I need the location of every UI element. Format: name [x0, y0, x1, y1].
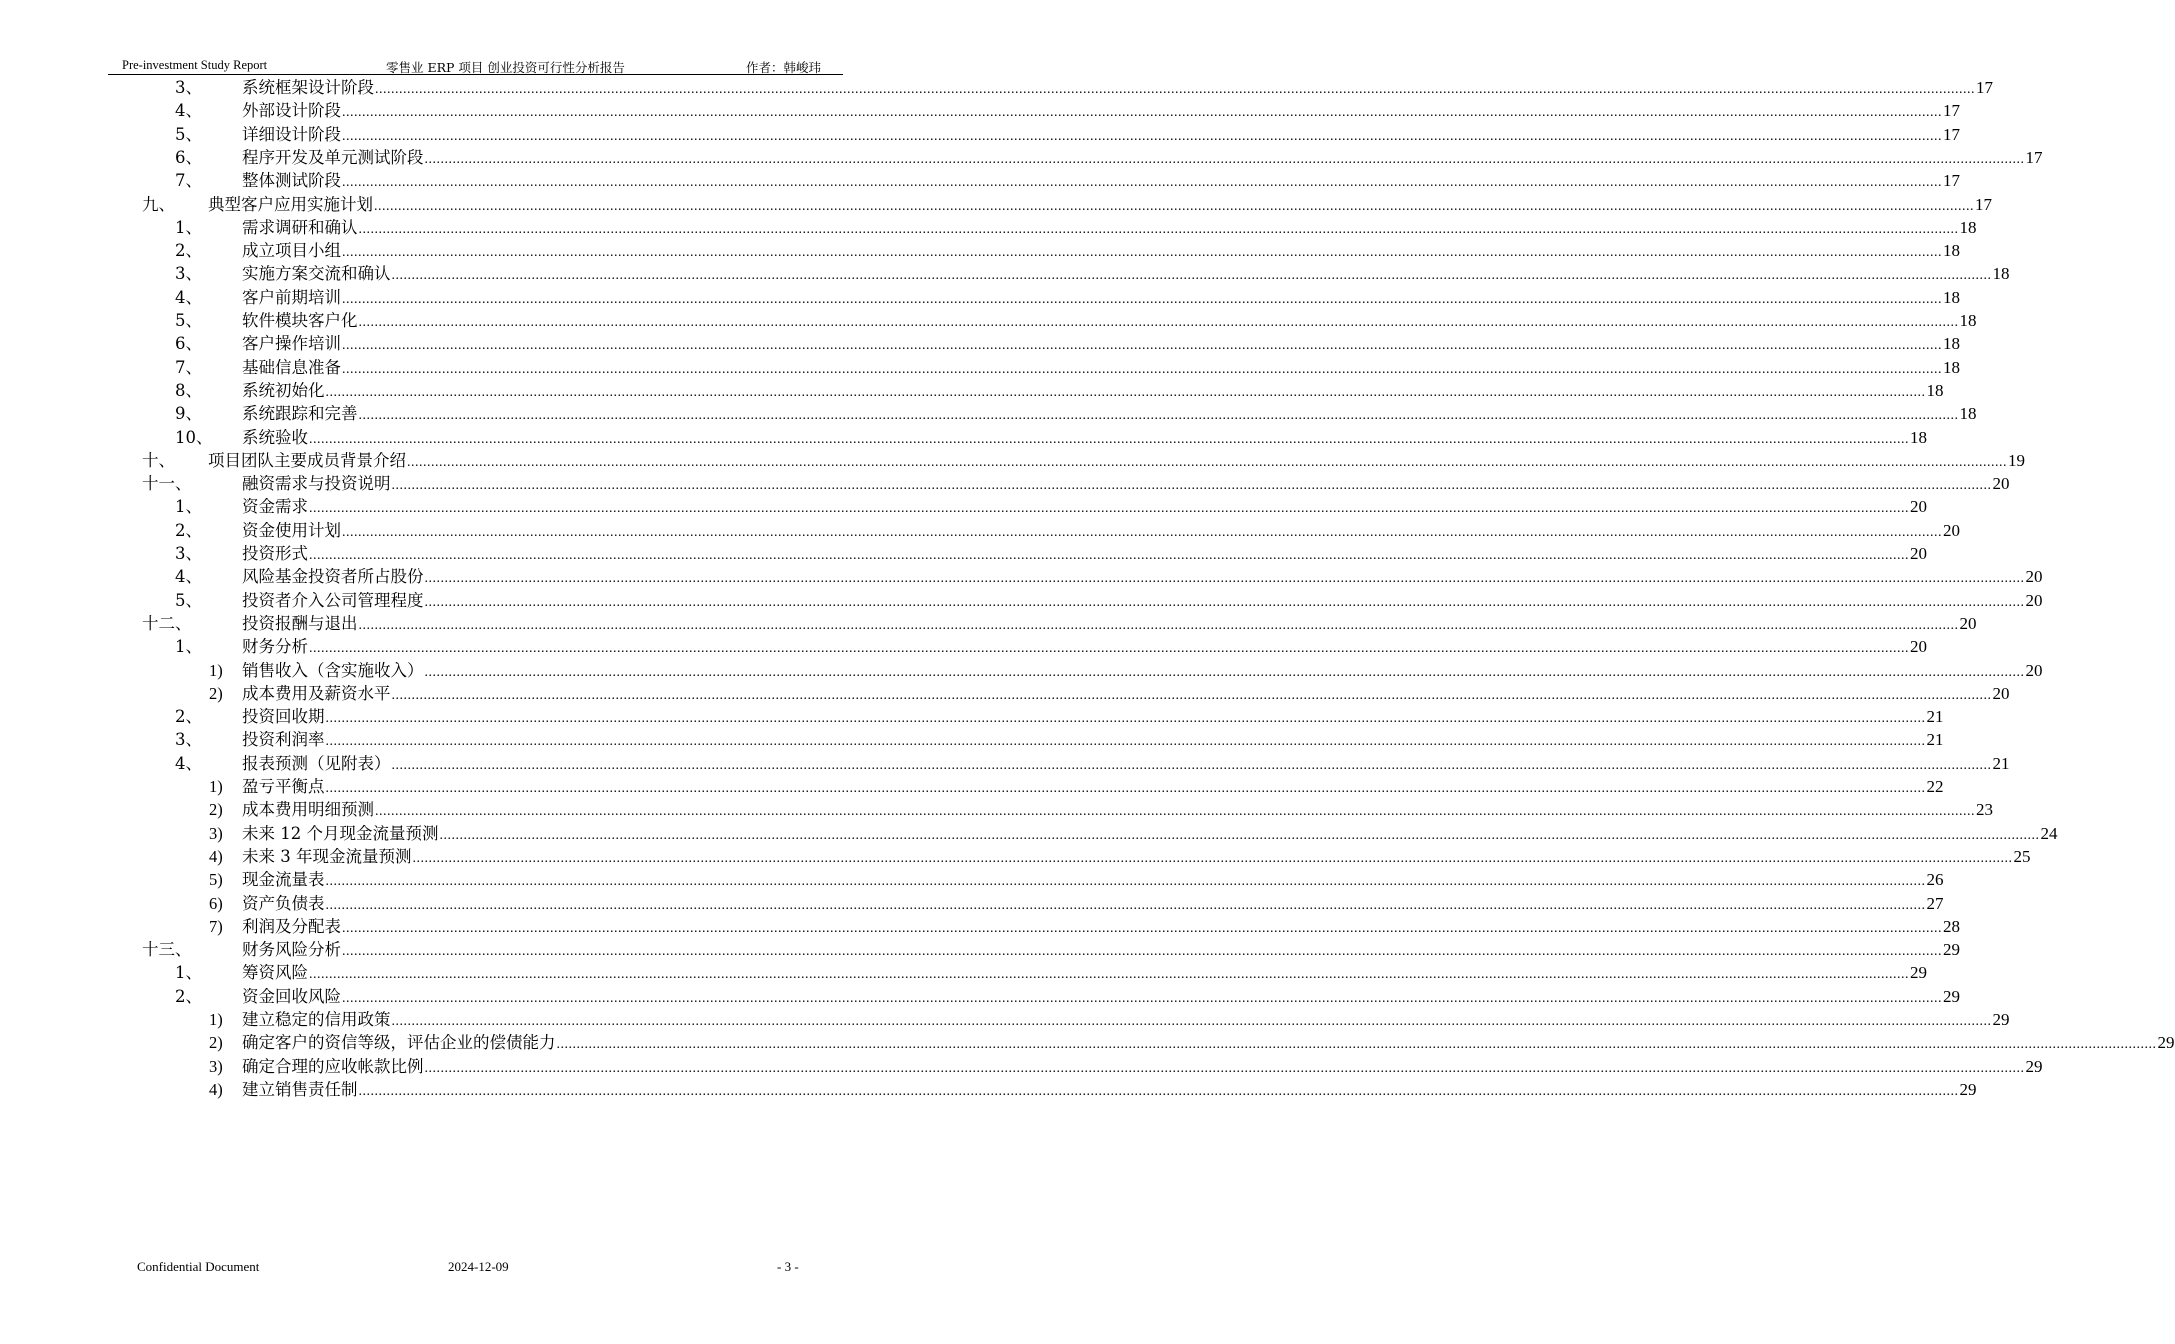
header-center-text: 零售业 ERP 项目 创业投资可行性分析报告 [386, 60, 625, 75]
toc-entry-number: 4、 [175, 287, 202, 307]
toc-entry-line [242, 379, 1944, 404]
toc-entry-line [242, 775, 1944, 800]
toc-entry-line [242, 659, 2043, 684]
toc-entry-title: 系统初始化 [242, 380, 325, 400]
toc-entry-line [242, 985, 1960, 1010]
toc-entry-title: 融资需求与投资说明 [242, 474, 391, 494]
toc-entry-number: 2、 [175, 520, 202, 540]
toc-entry-number: 2、 [175, 986, 202, 1006]
toc-entry-page: 21 [1992, 753, 2010, 773]
toc-dot-leader: ................................................................................................................................................................................................................................................................................................................................................................................................................ [358, 1083, 1959, 1099]
toc-entry-title: 风险基金投资者所占股份 [242, 567, 424, 587]
toc-entry[interactable] [0, 985, 1960, 1008]
toc-entry-number: 5、 [175, 311, 202, 330]
toc-entry-number: 十、 [142, 450, 175, 470]
toc-entry-title: 利润及分配表 [242, 916, 341, 936]
toc-entry-number: 5、 [175, 124, 202, 144]
toc-entry[interactable] [0, 915, 1960, 938]
toc-entry-line [242, 495, 1927, 520]
toc-dot-leader: ................................................................................................................................................................................................................................................................................................................................................................................................................ [325, 734, 1926, 750]
toc-entry-number: 8、 [175, 380, 202, 400]
toc-entry-page: 21 [1926, 730, 1944, 750]
toc-entry-line [242, 728, 1944, 753]
toc-entry-number: 3、 [175, 730, 202, 750]
toc-entry-page: 20 [1910, 497, 1927, 517]
toc-dot-leader: ................................................................................................................................................................................................................................................................................................................................................................................................................ [424, 664, 2025, 680]
toc-entry-number: 1、 [175, 637, 202, 657]
toc-entry[interactable] [0, 216, 1977, 239]
toc-entry-line [242, 99, 1960, 124]
toc-dot-leader: ................................................................................................................................................................................................................................................................................................................................................................................................................ [374, 198, 1974, 214]
toc-dot-leader: ................................................................................................................................................................................................................................................................................................................................................................................................................ [439, 827, 2040, 843]
toc-entry-page: 20 [1943, 520, 1960, 540]
toc-entry-number: 7、 [175, 357, 202, 377]
toc-entry[interactable] [0, 146, 2043, 169]
toc-dot-leader: ................................................................................................................................................................................................................................................................................................................................................................................................................ [424, 1060, 2025, 1076]
toc-entry-number: 1) [209, 660, 223, 680]
toc-entry[interactable] [0, 705, 1944, 728]
toc-dot-leader: ................................................................................................................................................................................................................................................................................................................................................................................................................ [342, 524, 1942, 540]
toc-entry-line [242, 822, 2058, 847]
toc-entry-number: 2) [209, 1033, 223, 1053]
toc-entry-line [242, 705, 1944, 730]
toc-entry[interactable] [0, 356, 1960, 379]
toc-entry-page: 28 [1943, 916, 1960, 936]
toc-entry-page: 18 [1959, 311, 1977, 330]
toc-dot-leader: ................................................................................................................................................................................................................................................................................................................................................................................................................ [325, 874, 1926, 890]
footer-left-text: Confidential Document [137, 1259, 260, 1274]
toc-entry-line [242, 169, 1960, 194]
toc-dot-leader: ................................................................................................................................................................................................................................................................................................................................................................................................................ [342, 338, 1942, 354]
toc-entry-page: 18 [1943, 287, 1960, 307]
toc-entry-title: 财务风险分析 [242, 940, 341, 960]
toc-entry-page: 18 [1910, 427, 1927, 447]
toc-entry-page: 18 [1943, 241, 1960, 261]
toc-entry-number: 5) [209, 870, 223, 890]
toc-dot-leader: ................................................................................................................................................................................................................................................................................................................................................................................................................ [358, 408, 1959, 424]
toc-dot-leader: ................................................................................................................................................................................................................................................................................................................................................................................................................ [342, 920, 1942, 936]
toc-entry[interactable] [0, 426, 1927, 449]
toc-entry-page: 17 [1943, 101, 1960, 121]
toc-entry[interactable] [0, 449, 2025, 472]
toc-entry-title: 资产负债表 [242, 893, 325, 913]
toc-entry-page: 17 [1975, 194, 1992, 214]
toc-entry[interactable] [0, 659, 2043, 682]
toc-entry-title: 程序开发及单元测试阶段 [242, 147, 424, 167]
toc-entry[interactable] [0, 1078, 1977, 1101]
toc-entry-line [242, 146, 2043, 171]
toc-entry[interactable] [0, 123, 1960, 146]
toc-entry-page: 29 [1992, 1010, 2010, 1029]
toc-entry-title: 系统框架设计阶段 [242, 78, 374, 97]
toc-entry[interactable] [0, 565, 2043, 588]
toc-entry-title: 需求调研和确认 [242, 217, 358, 237]
toc-dot-leader: ................................................................................................................................................................................................................................................................................................................................................................................................................ [391, 757, 1992, 773]
toc-entry-title: 投资回收期 [242, 707, 325, 727]
toc-entry[interactable] [0, 519, 1960, 542]
toc-entry-line [242, 239, 1960, 264]
toc-entry-number: 3) [209, 1056, 223, 1076]
toc-entry[interactable] [0, 728, 1944, 751]
toc-dot-leader: ................................................................................................................................................................................................................................................................................................................................................................................................................ [391, 1014, 1992, 1029]
toc-entry-page: 29 [1910, 963, 1927, 983]
toc-entry[interactable] [0, 798, 1993, 821]
toc-dot-leader: ................................................................................................................................................................................................................................................................................................................................................................................................................ [325, 781, 1926, 796]
footer-date: 2024-12-09 [448, 1259, 509, 1274]
toc-entry-title: 确定合理的应收帐款比例 [242, 1056, 424, 1076]
toc-entry-page: 21 [1926, 707, 1944, 727]
toc-entry-title: 未来 12 个月现金流量预测 [242, 823, 439, 843]
toc-entry[interactable] [0, 635, 1927, 658]
toc-dot-leader: ................................................................................................................................................................................................................................................................................................................................................................................................................ [424, 151, 2025, 167]
toc-entry-line [242, 286, 1960, 311]
toc-entry-page: 29 [1943, 940, 1960, 960]
toc-dot-leader: ................................................................................................................................................................................................................................................................................................................................................................................................................ [358, 617, 1959, 633]
toc-entry[interactable] [0, 309, 1977, 332]
toc-entry[interactable] [0, 682, 2010, 705]
toc-entry[interactable] [0, 99, 1960, 122]
toc-entry-number: 1、 [175, 497, 202, 517]
toc-entry-number: 6、 [175, 147, 202, 167]
toc-entry[interactable] [0, 1031, 2175, 1054]
footer-page-number: - 3 - [777, 1259, 799, 1274]
toc-entry-title: 投资者介入公司管理程度 [242, 590, 424, 610]
toc-dot-leader: ................................................................................................................................................................................................................................................................................................................................................................................................................ [325, 711, 1926, 727]
toc-entry-line [242, 76, 1993, 101]
toc-entry[interactable] [0, 752, 2010, 775]
toc-entry-page: 18 [1943, 357, 1960, 377]
toc-entry-page: 20 [1959, 613, 1977, 633]
toc-entry-number: 3) [209, 823, 223, 843]
toc-entry-title: 整体测试阶段 [242, 171, 341, 191]
toc-entry[interactable] [0, 542, 1927, 565]
toc-entry-line [242, 1031, 2175, 1056]
toc-entry-number: 5、 [175, 590, 202, 610]
toc-dot-leader: ................................................................................................................................................................................................................................................................................................................................................................................................................ [391, 478, 1992, 494]
toc-entry-page: 17 [1976, 78, 1993, 97]
toc-entry-title: 客户操作培训 [242, 334, 341, 354]
toc-entry-line [242, 612, 1977, 637]
toc-entry-line [242, 635, 1927, 660]
toc-entry-line [242, 589, 2043, 614]
toc-entry[interactable] [0, 589, 2043, 612]
toc-entry-line [242, 565, 2043, 590]
toc-entry-line [242, 402, 1977, 427]
toc-entry-number: 4) [209, 846, 223, 866]
toc-entry-line [242, 938, 1960, 963]
toc-dot-leader: ................................................................................................................................................................................................................................................................................................................................................................................................................ [342, 245, 1942, 261]
toc-entry-page: 23 [1976, 800, 1993, 820]
toc-entry-title: 项目团队主要成员背景介绍 [208, 450, 406, 470]
toc-entry-title: 财务分析 [242, 637, 308, 657]
toc-entry-line [242, 332, 1960, 357]
toc-entry-page: 18 [1992, 264, 2010, 284]
toc-entry-title: 详细设计阶段 [242, 124, 341, 144]
toc-entry-title: 报表预测（见附表） [242, 753, 391, 773]
toc-entry-title: 未来 3 年现金流量预测 [242, 846, 412, 866]
toc-entry-line [242, 1078, 1977, 1103]
toc-entry[interactable] [0, 845, 2031, 868]
toc-entry-title: 外部设计阶段 [242, 101, 341, 121]
toc-entry[interactable] [0, 868, 1944, 891]
header-author-text: 作者：韩峻玮 [746, 60, 822, 75]
toc-dot-leader: ................................................................................................................................................................................................................................................................................................................................................................................................................ [325, 384, 1926, 400]
toc-entry-page: 18 [1959, 217, 1977, 237]
toc-entry-page: 20 [2025, 660, 2043, 680]
toc-entry-title: 成本费用明细预测 [242, 800, 374, 820]
toc-entry-line [242, 845, 2031, 870]
toc-entry-line [242, 915, 1960, 940]
toc-entry-line [242, 892, 1944, 917]
toc-entry[interactable] [0, 379, 1944, 402]
toc-dot-leader: ................................................................................................................................................................................................................................................................................................................................................................................................................ [407, 454, 2007, 470]
toc-entry-line [242, 356, 1960, 381]
toc-entry[interactable] [0, 402, 1977, 425]
toc-entry-number: 3、 [175, 264, 202, 284]
toc-dot-leader: ................................................................................................................................................................................................................................................................................................................................................................................................................ [342, 175, 1942, 191]
toc-entry-line [242, 542, 1927, 567]
toc-entry[interactable] [0, 961, 1927, 984]
toc-entry-page: 29 [2157, 1033, 2175, 1053]
toc-entry-title: 资金需求 [242, 497, 308, 517]
toc-entry-line [242, 961, 1927, 986]
toc-dot-leader: ................................................................................................................................................................................................................................................................................................................................................................................................................ [342, 105, 1942, 121]
toc-entry-title: 客户前期培训 [242, 287, 341, 307]
toc-entry-page: 29 [2025, 1056, 2043, 1076]
toc-entry-title: 建立销售责任制 [242, 1079, 358, 1099]
toc-entry-page: 20 [1992, 474, 2010, 494]
toc-entry-page: 18 [1943, 334, 1960, 354]
toc-dot-leader: ................................................................................................................................................................................................................................................................................................................................................................................................................ [358, 315, 1959, 330]
toc-entry-title: 投资报酬与退出 [242, 613, 358, 633]
toc-entry-line [242, 752, 2010, 777]
toc-dot-leader: ................................................................................................................................................................................................................................................................................................................................................................................................................ [412, 850, 2013, 866]
toc-entry-page: 20 [1992, 683, 2010, 703]
toc-dot-leader: ................................................................................................................................................................................................................................................................................................................................................................................................................ [424, 594, 2025, 610]
toc-entry-title: 基础信息准备 [242, 357, 341, 377]
toc-dot-leader: ................................................................................................................................................................................................................................................................................................................................................................................................................ [325, 897, 1926, 913]
toc-entry-title: 系统验收 [242, 427, 308, 447]
toc-entry-title: 投资形式 [242, 544, 308, 563]
toc-entry-title: 建立稳定的信用政策 [242, 1010, 391, 1029]
toc-entry-page: 29 [1959, 1079, 1977, 1099]
toc-entry[interactable] [0, 193, 1992, 216]
toc-entry-title: 确定客户的资信等级，评估企业的偿债能力 [242, 1033, 556, 1053]
toc-entry-title: 筹资风险 [242, 963, 308, 983]
toc-entry-number: 十一、 [142, 474, 192, 494]
toc-entry[interactable] [0, 892, 1944, 915]
toc-entry-page: 26 [1926, 870, 1944, 890]
toc-entry-title: 资金使用计划 [242, 520, 341, 540]
toc-entry-number: 9、 [175, 404, 202, 424]
toc-entry[interactable] [0, 938, 1960, 961]
toc-entry-title: 软件模块客户化 [242, 311, 358, 330]
toc-entry-number: 10、 [175, 427, 213, 447]
toc-entry-line [242, 682, 2010, 707]
toc-entry-number: 1、 [175, 217, 202, 237]
toc-entry[interactable] [0, 1008, 2010, 1031]
page-header [108, 56, 843, 75]
toc-entry[interactable] [0, 472, 2010, 495]
toc-entry-title: 现金流量表 [242, 870, 325, 890]
toc-entry-title: 成立项目小组 [242, 241, 341, 261]
header-left-text: Pre-investment Study Report [122, 58, 268, 72]
toc-entry-line [242, 262, 2010, 287]
toc-entry[interactable] [0, 495, 1927, 518]
toc-entry-page: 27 [1926, 893, 1944, 913]
toc-entry-page: 24 [2040, 823, 2058, 843]
toc-dot-leader: ................................................................................................................................................................................................................................................................................................................................................................................................................ [391, 268, 1992, 284]
toc-entry[interactable] [0, 332, 1960, 355]
toc-dot-leader: ................................................................................................................................................................................................................................................................................................................................................................................................................ [391, 687, 1992, 703]
toc-entry-page: 18 [1959, 404, 1977, 424]
toc-entry-number: 2、 [175, 241, 202, 261]
toc-entry-number: 九、 [142, 194, 175, 214]
toc-entry-line [242, 519, 1960, 544]
toc-entry-page: 17 [1943, 171, 1960, 191]
toc-dot-leader: ................................................................................................................................................................................................................................................................................................................................................................................................................ [342, 291, 1942, 307]
toc-entry-page: 20 [2025, 590, 2043, 610]
toc-dot-leader: ................................................................................................................................................................................................................................................................................................................................................................................................................ [375, 804, 1975, 820]
toc-entry-line [242, 309, 1977, 334]
toc-entry-number: 7) [209, 916, 223, 936]
toc-entry-number: 3、 [175, 78, 202, 97]
toc-entry-number: 7、 [175, 171, 202, 191]
toc-entry-line [242, 1008, 2010, 1033]
toc-entry-number: 1、 [175, 963, 202, 983]
toc-entry-number: 6) [209, 893, 223, 913]
toc-dot-leader: ................................................................................................................................................................................................................................................................................................................................................................................................................ [556, 1037, 2157, 1053]
toc-entry-page: 17 [1943, 124, 1960, 144]
toc-entry-number: 3、 [175, 544, 202, 563]
toc-entry-title: 实施方案交流和确认 [242, 264, 391, 284]
toc-dot-leader: ................................................................................................................................................................................................................................................................................................................................................................................................................ [309, 641, 1909, 657]
toc-entry-number: 2) [209, 683, 223, 703]
toc-dot-leader: ................................................................................................................................................................................................................................................................................................................................................................................................................ [309, 431, 1909, 447]
toc-entry-number: 4) [209, 1079, 223, 1099]
toc-entry-page: 22 [1926, 777, 1944, 796]
toc-dot-leader: ................................................................................................................................................................................................................................................................................................................................................................................................................ [342, 361, 1942, 377]
toc-entry-line [208, 449, 2025, 474]
toc-entry-line [242, 1055, 2043, 1080]
toc-entry-line [242, 472, 2010, 497]
toc-entry-page: 18 [1926, 380, 1944, 400]
toc-entry-number: 4、 [175, 753, 202, 773]
toc-entry-number: 6、 [175, 334, 202, 354]
toc-dot-leader: ................................................................................................................................................................................................................................................................................................................................................................................................................ [342, 128, 1942, 144]
toc-entry-number: 1) [209, 1010, 223, 1029]
toc-entry-number: 2、 [175, 707, 202, 727]
toc-entry-title: 成本费用及薪资水平 [242, 683, 391, 703]
toc-dot-leader: ................................................................................................................................................................................................................................................................................................................................................................................................................ [375, 82, 1975, 97]
toc-entry[interactable] [0, 76, 1993, 99]
toc-entry-line [208, 193, 1992, 218]
toc-entry-line [242, 216, 1977, 241]
toc-entry-page: 29 [1943, 986, 1960, 1006]
toc-entry-number: 4、 [175, 567, 202, 587]
toc-entry-page: 20 [1910, 544, 1927, 563]
toc-dot-leader: ................................................................................................................................................................................................................................................................................................................................................................................................................ [309, 967, 1909, 983]
toc-entry-page: 17 [2025, 147, 2043, 167]
toc-entry[interactable] [0, 1055, 2043, 1078]
toc-entry[interactable] [0, 775, 1944, 798]
toc-dot-leader: ................................................................................................................................................................................................................................................................................................................................................................................................................ [358, 221, 1959, 237]
toc-entry-number: 4、 [175, 101, 202, 121]
toc-entry-title: 盈亏平衡点 [242, 777, 325, 796]
toc-entry-line [242, 798, 1993, 823]
toc-entry-page: 20 [1910, 637, 1927, 657]
toc-dot-leader: ................................................................................................................................................................................................................................................................................................................................................................................................................ [342, 990, 1942, 1006]
toc-dot-leader: ................................................................................................................................................................................................................................................................................................................................................................................................................ [309, 501, 1909, 517]
toc-entry-title: 投资利润率 [242, 730, 325, 750]
toc-dot-leader: ................................................................................................................................................................................................................................................................................................................................................................................................................ [342, 944, 1942, 960]
toc-entry-page: 20 [2025, 567, 2043, 587]
toc-entry-page: 19 [2008, 450, 2025, 470]
toc-entry-line [242, 426, 1927, 451]
toc-entry-line [242, 868, 1944, 893]
toc-dot-leader: ................................................................................................................................................................................................................................................................................................................................................................................................................ [309, 548, 1909, 563]
toc-entry[interactable] [0, 286, 1960, 309]
toc-entry[interactable] [0, 262, 2010, 285]
toc-dot-leader: ................................................................................................................................................................................................................................................................................................................................................................................................................ [424, 571, 2025, 587]
toc-entry-line [242, 123, 1960, 148]
toc-entry[interactable] [0, 612, 1977, 635]
toc-entry-number: 1) [209, 777, 223, 796]
toc-entry[interactable] [0, 169, 1960, 192]
toc-entry-page: 25 [2013, 846, 2031, 866]
toc-entry[interactable] [0, 822, 2058, 845]
toc-entry[interactable] [0, 239, 1960, 262]
toc-entry-title: 销售收入（含实施收入） [242, 660, 424, 680]
toc-entry-title: 系统跟踪和完善 [242, 404, 358, 424]
toc-entry-number: 2) [209, 800, 223, 820]
toc-entry-number: 十三、 [142, 940, 192, 960]
toc-entry-title: 典型客户应用实施计划 [208, 194, 373, 214]
toc-entry-number: 十二、 [142, 613, 192, 633]
toc-entry-title: 资金回收风险 [242, 986, 341, 1006]
